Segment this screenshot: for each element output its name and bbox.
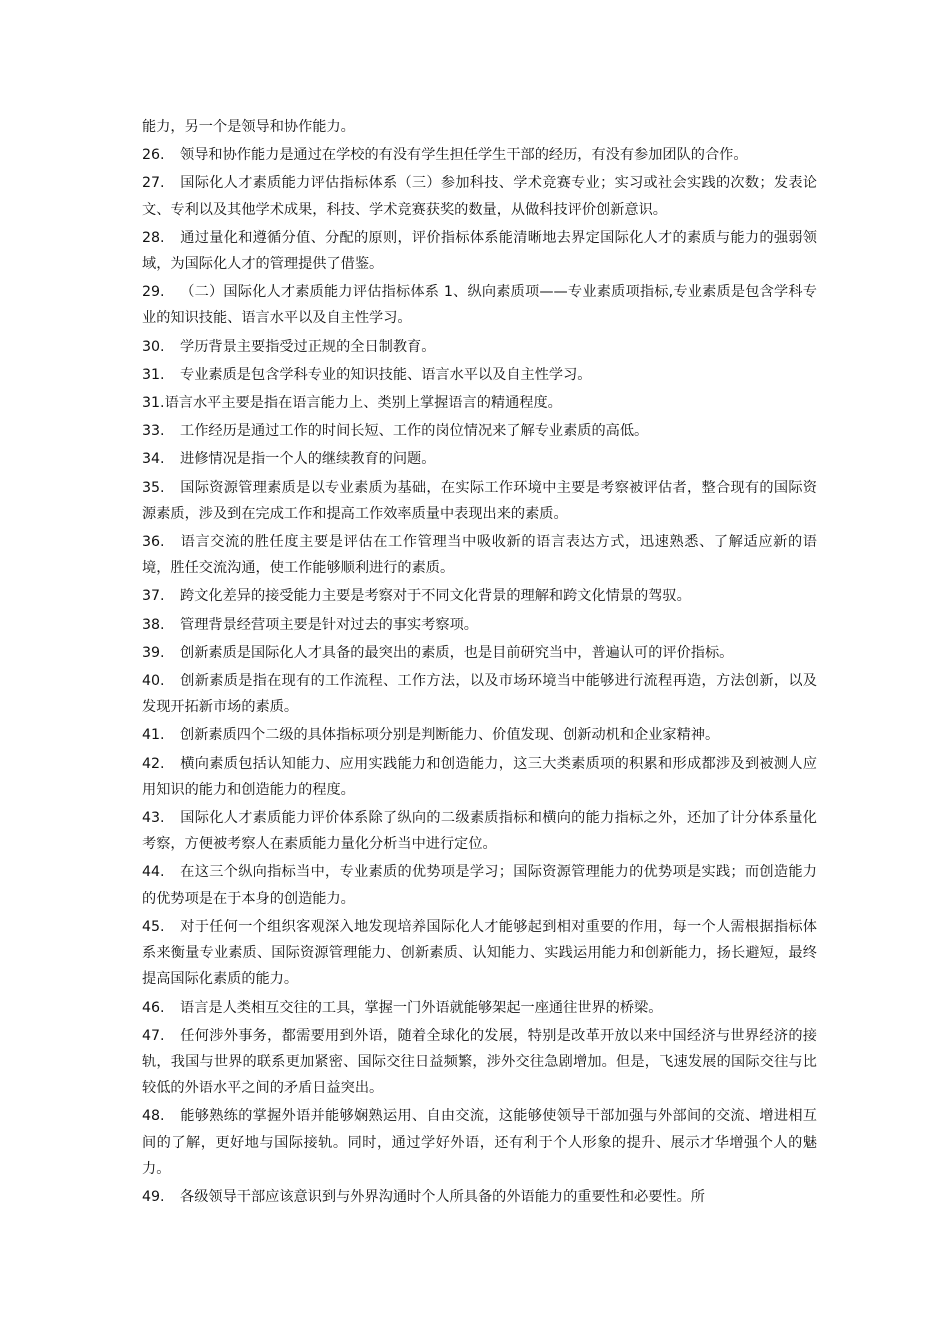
paragraph — [142, 418, 817, 444]
paragraph — [142, 1103, 817, 1182]
paragraph — [142, 914, 817, 993]
paragraph-number: 39. — [142, 644, 165, 661]
paragraph-text: 任何涉外事务，都需要用到外语，随着全球化的发展，特别是改革开放以来中国经济与世界经济的接轨，我国与世界的联系更加紧密、国际交往日益频繁，涉外交往急剧增加。但是，飞速发展的国际交往与比较低的外语水平之间的矛盾日益突出。 — [142, 1027, 817, 1097]
paragraph — [142, 170, 817, 222]
paragraph — [142, 529, 817, 581]
paragraph-number: 46. — [142, 999, 165, 1016]
paragraph-number: 28. — [142, 229, 165, 246]
paragraph-number: 45. — [142, 918, 165, 935]
paragraph-text: 各级领导干部应该意识到与外界沟通时个人所具备的外语能力的重要性和必要性。所 — [180, 1188, 705, 1205]
paragraph-text: 通过量化和遵循分值、分配的原则，评价指标体系能清晰地去界定国际化人才的素质与能力的强弱领域，为国际化人才的管理提供了借鉴。 — [142, 229, 817, 273]
paragraph-number: 37. — [142, 588, 165, 605]
paragraph — [142, 722, 817, 748]
paragraph-text: （二）国际化人才素质能力评估指标体系 1、纵向素质项——专业素质项指标,专业素质是包含学科专业的知识技能、语言水平以及自主性学习。 — [142, 284, 817, 327]
document-body — [142, 114, 817, 1212]
paragraph-text: 专业素质是包含学科专业的知识技能、语言水平以及自主性学习。 — [180, 366, 592, 383]
paragraph-number: 35. — [142, 479, 165, 496]
paragraph — [142, 751, 817, 803]
paragraph-number: 33. — [142, 423, 165, 440]
paragraph — [142, 446, 817, 472]
paragraph — [142, 114, 817, 140]
paragraph-text: 管理背景经营项主要是针对过去的事实考察项。 — [180, 616, 478, 633]
paragraph-text: 领导和协作能力是通过在学校的有没有学生担任学生干部的经历，有没有参加团队的合作。 — [180, 147, 748, 164]
paragraph-text: 学历背景主要指受过正规的全日制教育。 — [180, 338, 436, 355]
paragraph-text: 对于任何一个组织客观深入地发现培养国际化人才能够起到相对重要的作用，每一个人需根据指标体系来衡量专业素质、国际资源管理能力、创新素质、认知能力、实践运用能力和创新能力，扬长避短，最终提高国际化素质的能力。 — [142, 918, 817, 988]
paragraph-text: 国际化人才素质能力评价体系除了纵向的二级素质指标和横向的能力指标之外，还加了计分体系量化考察，方便被考察人在素质能力量化分析当中进行定位。 — [142, 810, 817, 853]
paragraph-text: 能够熟练的掌握外语并能够娴熟运用、自由交流，这能够使领导干部加强与外部间的交流、增进相互间的了解，更好地与国际接轨。同时，通过学好外语，还有利于个人形象的提升、展示才华增强个人的魅力。 — [142, 1108, 817, 1177]
paragraph-number: 43. — [142, 810, 165, 827]
paragraph-number: 49. — [142, 1188, 165, 1205]
paragraph-number: 42. — [142, 755, 165, 772]
paragraph — [142, 390, 817, 416]
paragraph-text: 在这三个纵向指标当中，专业素质的优势项是学习；国际资源管理能力的优势项是实践；而创造能力的优势项是在于本身的创造能力。 — [142, 864, 817, 907]
paragraph — [142, 334, 817, 360]
paragraph — [142, 640, 817, 666]
paragraph — [142, 475, 817, 527]
paragraph — [142, 668, 817, 720]
paragraph-number: 40. — [142, 673, 165, 690]
paragraph-text: 语言交流的胜任度主要是评估在工作管理当中吸收新的语言表达方式，迅速熟悉、了解适应新的语境，胜任交流沟通，使工作能够顺利进行的素质。 — [142, 534, 817, 577]
paragraph — [142, 612, 817, 638]
paragraph — [142, 995, 817, 1021]
paragraph-text: 国际化人才素质能力评估指标体系（三）参加科技、学术竞赛专业；实习或社会实践的次数；发表论文、专利以及其他学术成果，科技、学术竞赛获奖的数量，从做科技评价创新意识。 — [142, 175, 817, 218]
paragraph-text: 跨文化差异的接受能力主要是考察对于不同文化背景的理解和跨文化情景的驾驭。 — [180, 588, 691, 605]
paragraph-text: 语言是人类相互交往的工具，掌握一门外语就能够架起一座通往世界的桥梁。 — [180, 999, 663, 1016]
paragraph-text: 横向素质包括认知能力、应用实践能力和创造能力，这三大类素质项的积累和形成都涉及到被测人应用知识的能力和创造能力的程度。 — [142, 755, 817, 798]
paragraph — [142, 1023, 817, 1102]
paragraph — [142, 859, 817, 911]
paragraph-text: 国际资源管理素质是以专业素质为基础，在实际工作环境中主要是考察被评估者，整合现有的国际资源素质，涉及到在完成工作和提高工作效率质量中表现出来的素质。 — [142, 479, 817, 522]
paragraph-text: 进修情况是指一个人的继续教育的问题。 — [180, 451, 436, 468]
paragraph — [142, 805, 817, 857]
paragraph-number: 26. — [142, 147, 165, 164]
paragraph-number: 31. — [142, 395, 165, 412]
paragraph-text: 语言水平主要是指在语言能力上、类别上掌握语言的精通程度。 — [164, 395, 562, 412]
paragraph-number: 48. — [142, 1108, 165, 1125]
paragraph-number: 41. — [142, 727, 165, 744]
paragraph-text: 创新素质是指在现有的工作流程、工作方法，以及市场环境当中能够进行流程再造，方法创新，以及发现开拓新市场的素质。 — [142, 673, 817, 716]
paragraph-number: 31. — [142, 366, 165, 383]
paragraph — [142, 583, 817, 609]
paragraph — [142, 142, 817, 168]
paragraph-number: 29. — [142, 284, 165, 301]
paragraph-number: 34. — [142, 451, 165, 468]
paragraph-number: 36. — [142, 534, 165, 551]
paragraph-text: 创新素质四个二级的具体指标项分别是判断能力、价值发现、创新动机和企业家精神。 — [180, 727, 720, 744]
paragraph — [142, 1184, 817, 1210]
paragraph-number: 44. — [142, 864, 165, 881]
paragraph-number: 38. — [142, 616, 165, 633]
paragraph-number: 27. — [142, 175, 165, 192]
paragraph-number: 47. — [142, 1027, 165, 1044]
paragraph — [142, 279, 817, 331]
paragraph-text: 能力，另一个是领导和协作能力。 — [142, 119, 355, 135]
paragraph-text: 工作经历是通过工作的时间长短、工作的岗位情况来了解专业素质的高低。 — [180, 423, 649, 440]
paragraph-number: 30. — [142, 338, 165, 355]
paragraph-text: 创新素质是国际化人才具备的最突出的素质，也是目前研究当中，普遍认可的评价指标。 — [180, 644, 734, 661]
paragraph — [142, 225, 817, 277]
paragraph — [142, 362, 817, 388]
